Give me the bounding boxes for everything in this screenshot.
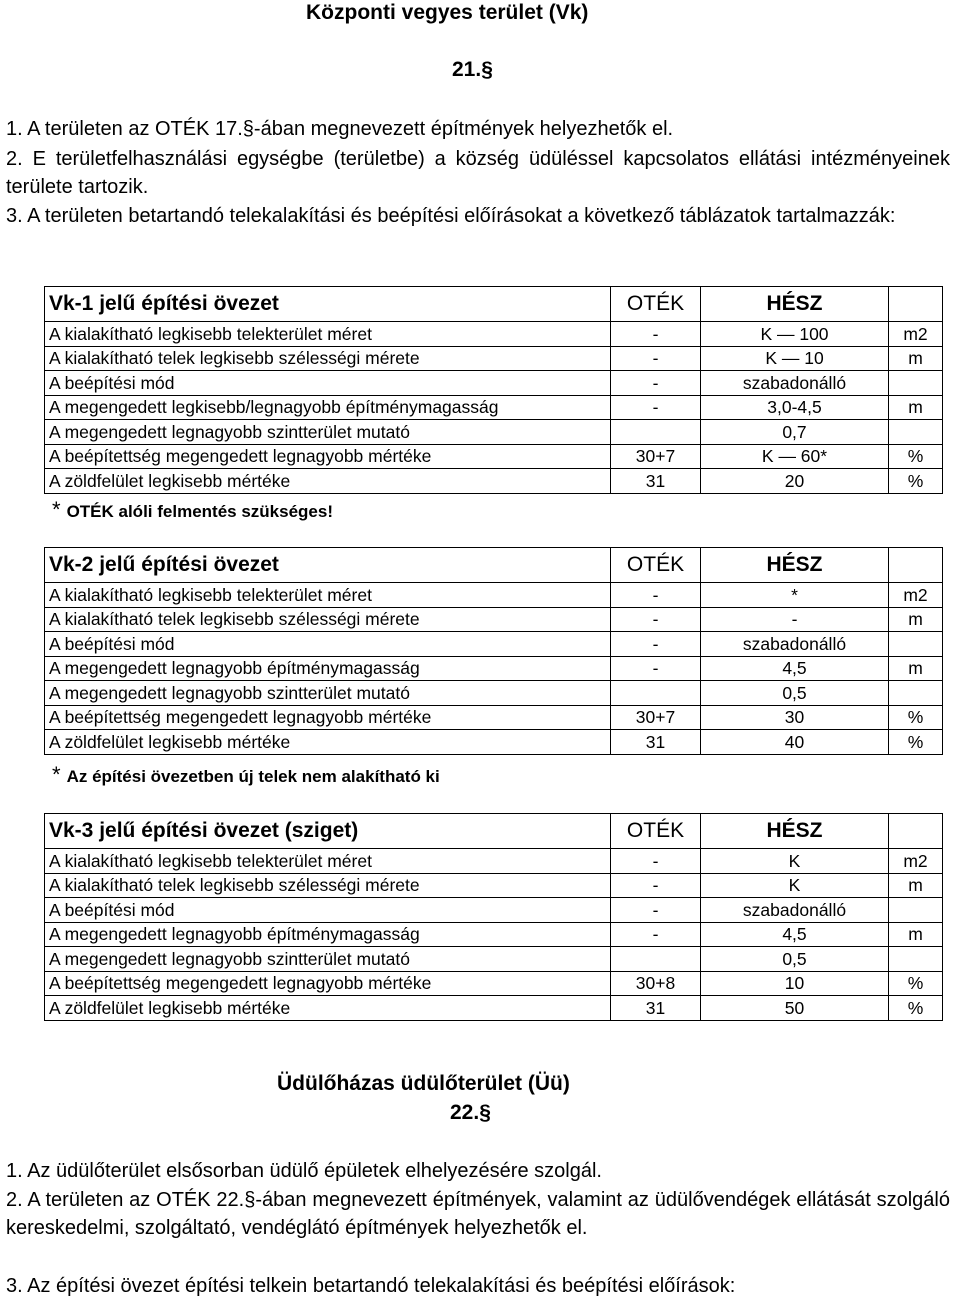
- hesz-value: 30: [701, 705, 889, 730]
- otek-value: 30+7: [611, 705, 701, 730]
- row-label: A kialakítható telek legkisebb szélességi mérete: [45, 607, 611, 632]
- hesz-value: szabadonálló: [701, 632, 889, 657]
- row-label: A kialakítható telek legkisebb szélességi mérete: [45, 346, 611, 371]
- otek-value: 31: [611, 730, 701, 755]
- row-label: A beépítési mód: [45, 632, 611, 657]
- unit-value: m: [889, 346, 943, 371]
- zone-table-vk1: [44, 286, 943, 494]
- footnote-asterisk: *: [52, 497, 61, 522]
- paragraph-number-22: 22.§: [450, 1101, 491, 1124]
- row-label: A zöldfelület legkisebb mértéke: [45, 469, 611, 494]
- zone-name: Vk-1 jelű építési övezet: [45, 287, 611, 322]
- otek-value: 31: [611, 469, 701, 494]
- zone-name: Vk-3 jelű építési övezet (sziget): [45, 814, 611, 849]
- table-row: [45, 656, 943, 681]
- row-label: A beépítettség megengedett legnagyobb mértéke: [45, 705, 611, 730]
- row-label: A kialakítható legkisebb telekterület méret: [45, 849, 611, 874]
- row-label: A beépítettség megengedett legnagyobb mértéke: [45, 444, 611, 469]
- table-row: [45, 469, 943, 494]
- table-row: [45, 849, 943, 874]
- hesz-value: K: [701, 873, 889, 898]
- unit-value: [889, 420, 943, 445]
- hesz-value: 4,5: [701, 922, 889, 947]
- otek-value: -: [611, 346, 701, 371]
- row-label: A megengedett legkisebb/legnagyobb építménymagasság: [45, 395, 611, 420]
- row-label: A megengedett legnagyobb szintterület mutató: [45, 681, 611, 706]
- table-row: [45, 607, 943, 632]
- unit-value: [889, 371, 943, 396]
- hesz-value: 50: [701, 996, 889, 1021]
- otek-value: 31: [611, 996, 701, 1021]
- unit-value: %: [889, 705, 943, 730]
- unit-value: %: [889, 444, 943, 469]
- table-row: [45, 898, 943, 923]
- otek-value: 30+8: [611, 971, 701, 996]
- table-row: [45, 346, 943, 371]
- table-row: [45, 705, 943, 730]
- row-label: A kialakítható telek legkisebb szélességi mérete: [45, 873, 611, 898]
- table-header-row: [45, 814, 943, 849]
- zone-table-vk3: [44, 813, 943, 1021]
- footnote-asterisk: *: [52, 762, 61, 787]
- hesz-value: K — 100: [701, 322, 889, 347]
- otek-value: [611, 420, 701, 445]
- column-header-unit: [889, 287, 943, 322]
- row-label: A beépítési mód: [45, 898, 611, 923]
- unit-value: %: [889, 730, 943, 755]
- section-title-uu: Üdülőházas üdülőterület (Üü): [277, 1072, 570, 1095]
- unit-value: [889, 898, 943, 923]
- hesz-value: 0,5: [701, 947, 889, 972]
- otek-value: [611, 947, 701, 972]
- otek-value: -: [611, 849, 701, 874]
- column-header-otek: OTÉK: [611, 287, 701, 322]
- hesz-value: *: [701, 583, 889, 608]
- table-header-row: [45, 287, 943, 322]
- table-row: [45, 395, 943, 420]
- intro-item-3: 3. A területen betartandó telekalakítási és beépítési előírásokat a következő táblázatok tartalmazzák:: [6, 205, 896, 227]
- table-row: [45, 322, 943, 347]
- intro-item-1: 1. A területen az OTÉK 17.§-ában megnevezett építmények helyezhetők el.: [6, 118, 674, 140]
- table-row: [45, 996, 943, 1021]
- otek-value: [611, 681, 701, 706]
- unit-value: m: [889, 395, 943, 420]
- row-label: A megengedett legnagyobb szintterület mutató: [45, 947, 611, 972]
- outro-item-2: 2. A területen az OTÉK 22.§-ában megnevezett építmények, valamint az üdülővendégek ellátását szolgáló kereskedelmi, szolgáltató, vendéglátó építmények helyezhetők el.: [6, 1189, 950, 1239]
- otek-value: -: [611, 656, 701, 681]
- outro-item-3: 3. Az építési övezet építési telkein betartandó telekalakítási és beépítési előírások:: [6, 1275, 736, 1297]
- otek-value: -: [611, 922, 701, 947]
- hesz-value: 4,5: [701, 656, 889, 681]
- otek-value: -: [611, 583, 701, 608]
- unit-value: [889, 632, 943, 657]
- unit-value: %: [889, 971, 943, 996]
- column-header-otek: OTÉK: [611, 814, 701, 849]
- column-header-hesz: HÉSZ: [701, 814, 889, 849]
- table-footnote-vk2: [52, 762, 440, 788]
- hesz-value: 0,7: [701, 420, 889, 445]
- unit-value: m2: [889, 583, 943, 608]
- unit-value: [889, 947, 943, 972]
- row-label: A kialakítható legkisebb telekterület méret: [45, 322, 611, 347]
- hesz-value: szabadonálló: [701, 371, 889, 396]
- zone-table-vk2: [44, 547, 943, 755]
- row-label: A zöldfelület legkisebb mértéke: [45, 996, 611, 1021]
- table-row: [45, 947, 943, 972]
- unit-value: [889, 681, 943, 706]
- otek-value: -: [611, 898, 701, 923]
- otek-value: 30+7: [611, 444, 701, 469]
- otek-value: -: [611, 607, 701, 632]
- unit-value: m2: [889, 322, 943, 347]
- table-row: [45, 420, 943, 445]
- intro-item-2: 2. E területfelhasználási egységbe (területbe) a község üdüléssel kapcsolatos ellátási intézményeinek területe tartozik.: [6, 148, 950, 198]
- row-label: A beépítettség megengedett legnagyobb mértéke: [45, 971, 611, 996]
- table-row: [45, 583, 943, 608]
- otek-value: -: [611, 395, 701, 420]
- hesz-value: K — 10: [701, 346, 889, 371]
- unit-value: %: [889, 469, 943, 494]
- hesz-value: szabadonálló: [701, 898, 889, 923]
- table-header-row: [45, 548, 943, 583]
- table-footnote-vk1: [52, 497, 333, 523]
- otek-value: -: [611, 322, 701, 347]
- unit-value: m: [889, 873, 943, 898]
- footnote-text: Az építési övezetben új telek nem alakítható ki: [66, 767, 440, 786]
- table-row: [45, 371, 943, 396]
- column-header-hesz: HÉSZ: [701, 287, 889, 322]
- unit-value: m: [889, 656, 943, 681]
- table-row: [45, 444, 943, 469]
- row-label: A zöldfelület legkisebb mértéke: [45, 730, 611, 755]
- hesz-value: -: [701, 607, 889, 632]
- column-header-unit: [889, 548, 943, 583]
- otek-value: -: [611, 632, 701, 657]
- table-row: [45, 632, 943, 657]
- column-header-hesz: HÉSZ: [701, 548, 889, 583]
- hesz-value: 20: [701, 469, 889, 494]
- otek-value: -: [611, 873, 701, 898]
- row-label: A beépítési mód: [45, 371, 611, 396]
- table-row: [45, 873, 943, 898]
- paragraph-number-21: 21.§: [452, 58, 493, 81]
- section-title-vk: Központi vegyes terület (Vk): [306, 1, 589, 24]
- unit-value: m: [889, 922, 943, 947]
- hesz-value: K — 60*: [701, 444, 889, 469]
- otek-value: -: [611, 371, 701, 396]
- column-header-otek: OTÉK: [611, 548, 701, 583]
- table-row: [45, 971, 943, 996]
- hesz-value: 40: [701, 730, 889, 755]
- row-label: A megengedett legnagyobb építménymagasság: [45, 922, 611, 947]
- hesz-value: 10: [701, 971, 889, 996]
- unit-value: m: [889, 607, 943, 632]
- row-label: A megengedett legnagyobb szintterület mutató: [45, 420, 611, 445]
- row-label: A kialakítható legkisebb telekterület méret: [45, 583, 611, 608]
- table-row: [45, 681, 943, 706]
- table-row: [45, 922, 943, 947]
- unit-value: %: [889, 996, 943, 1021]
- hesz-value: 0,5: [701, 681, 889, 706]
- table-row: [45, 730, 943, 755]
- unit-value: m2: [889, 849, 943, 874]
- hesz-value: 3,0-4,5: [701, 395, 889, 420]
- row-label: A megengedett legnagyobb építménymagasság: [45, 656, 611, 681]
- zone-name: Vk-2 jelű építési övezet: [45, 548, 611, 583]
- outro-item-1: 1. Az üdülőterület elsősorban üdülő épületek elhelyezésére szolgál.: [6, 1160, 602, 1182]
- hesz-value: K: [701, 849, 889, 874]
- column-header-unit: [889, 814, 943, 849]
- footnote-text: OTÉK alóli felmentés szükséges!: [66, 502, 333, 521]
